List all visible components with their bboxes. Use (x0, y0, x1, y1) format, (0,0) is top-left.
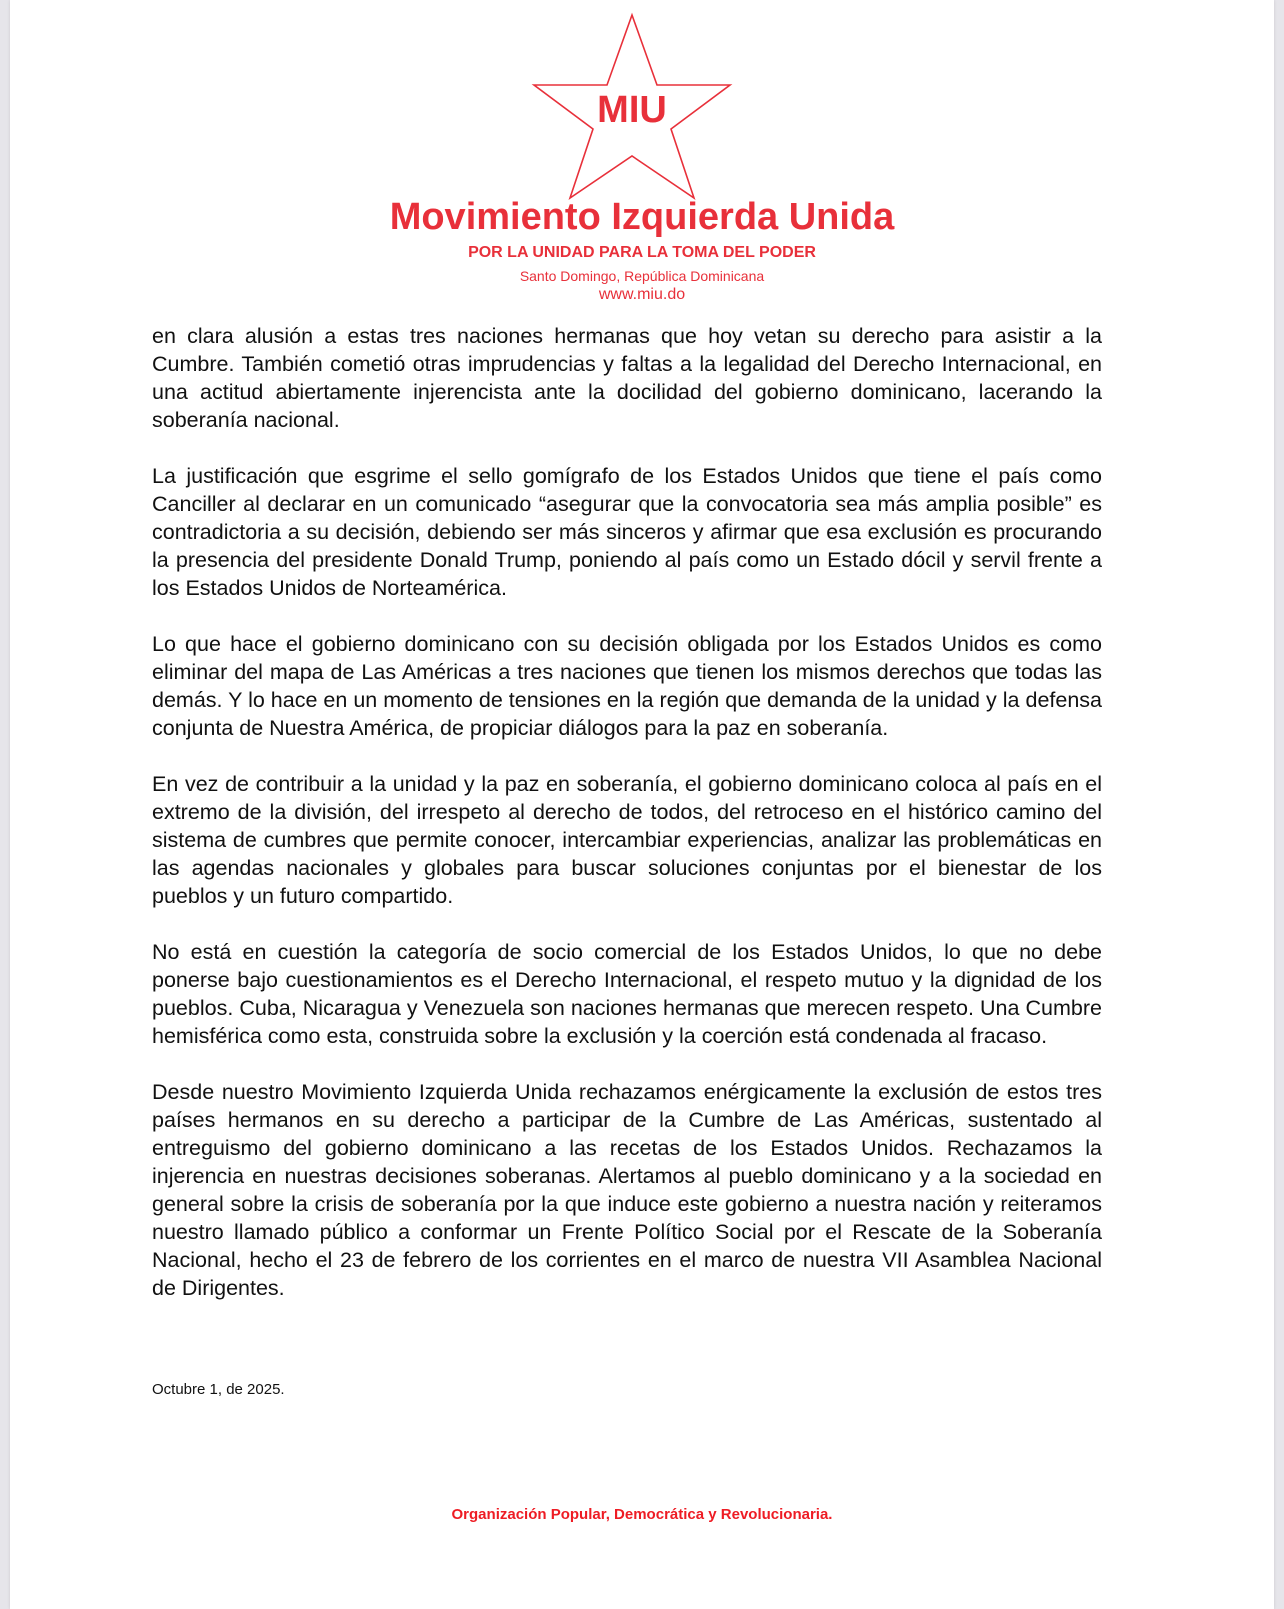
body-paragraph: en clara alusión a estas tres naciones hermanas que hoy vetan su derecho para asistir a la Cumbre. También cometió otras imprudencias y faltas a la legalidad del Derecho Internacional, en una actitud abiertamente injerencista ante la docilidad del gobierno dominicano, lacerando la soberanía nacional. (152, 324, 1102, 432)
organization-motto: POR LA UNIDAD PARA LA TOMA DEL PODER (468, 244, 816, 261)
body-paragraph: No está en cuestión la categoría de socio comercial de los Estados Unidos, lo que no debe ponerse bajo cuestionamientos es el Derecho Internacional, el respeto mutuo y la dignidad de los pueblos. Cuba, Nicaragua y Venezuela son naciones hermanas que merecen respeto. Una Cumbre hemisférica como esta, construida sobre la exclusión y la coerción está condenada al fracaso. (152, 940, 1102, 1048)
organization-location: Santo Domingo, República Dominicana (519, 268, 765, 284)
document-body (152, 322, 1102, 1302)
logo-text: MIU (597, 89, 667, 131)
letterhead (10, 0, 1274, 320)
star-outline-icon (526, 12, 738, 202)
organization-name: Movimiento Izquierda Unida (389, 196, 895, 238)
body-paragraph: Lo que hace el gobierno dominicano con su decisión obligada por los Estados Unidos es como eliminar del mapa de Las Américas a tres naciones que tienen los mismos derechos que todas las demás. Y lo hace en un momento de tensiones en la región que demanda de la unidad y la defensa conjunta de Nuestra América, de propiciar diálogos para la paz en soberanía. (152, 632, 1102, 740)
organization-website-link[interactable]: www.miu.do (598, 286, 686, 303)
body-paragraph: En vez de contribuir a la unidad y la paz en soberanía, el gobierno dominicano coloca al país en el extremo de la división, del irrespeto al derecho de todos, del retroceso en el histórico camino del sistema de cumbres que permite conocer, intercambiar experiencias, analizar las problemáticas en las agendas nacionales y globales para buscar soluciones conjuntas por el bienestar de los pueblos y un futuro compartido. (152, 772, 1102, 908)
body-paragraph: La justificación que esgrime el sello gomígrafo de los Estados Unidos que tiene el país como Canciller al declarar en un comunicado “asegurar que la convocatoria sea más amplia posible” es contradictoria a su decisión, debiendo ser más sinceros y afirmar que esa exclusión es procurando la presencia del presidente Donald Trump, poniendo al país como un Estado dócil y servil frente a los Estados Unidos de Norteamérica. (152, 464, 1102, 600)
document-page (10, 0, 1274, 1609)
body-paragraph: Desde nuestro Movimiento Izquierda Unida rechazamos enérgicamente la exclusión de estos tres países hermanos en su derecho a participar de la Cumbre de Las Américas, sustentado al entreguismo del gobierno dominicano a las recetas de los Estados Unidos. Rechazamos la injerencia en nuestras decisiones soberanas. Alertamos al pueblo dominicano y a la sociedad en general sobre la crisis de soberanía por la que induce este gobierno a nuestra nación y reiteramos nuestro llamado público a conformar un Frente Político Social por el Rescate de la Soberanía Nacional, hecho el 23 de febrero de los corrientes en el marco de nuestra VII Asamblea Nacional de Dirigentes. (152, 1080, 1102, 1300)
document-date: Octubre 1, de 2025. (152, 1381, 285, 1398)
footer-tagline: Organización Popular, Democrática y Revolucionaria. (451, 1506, 833, 1523)
